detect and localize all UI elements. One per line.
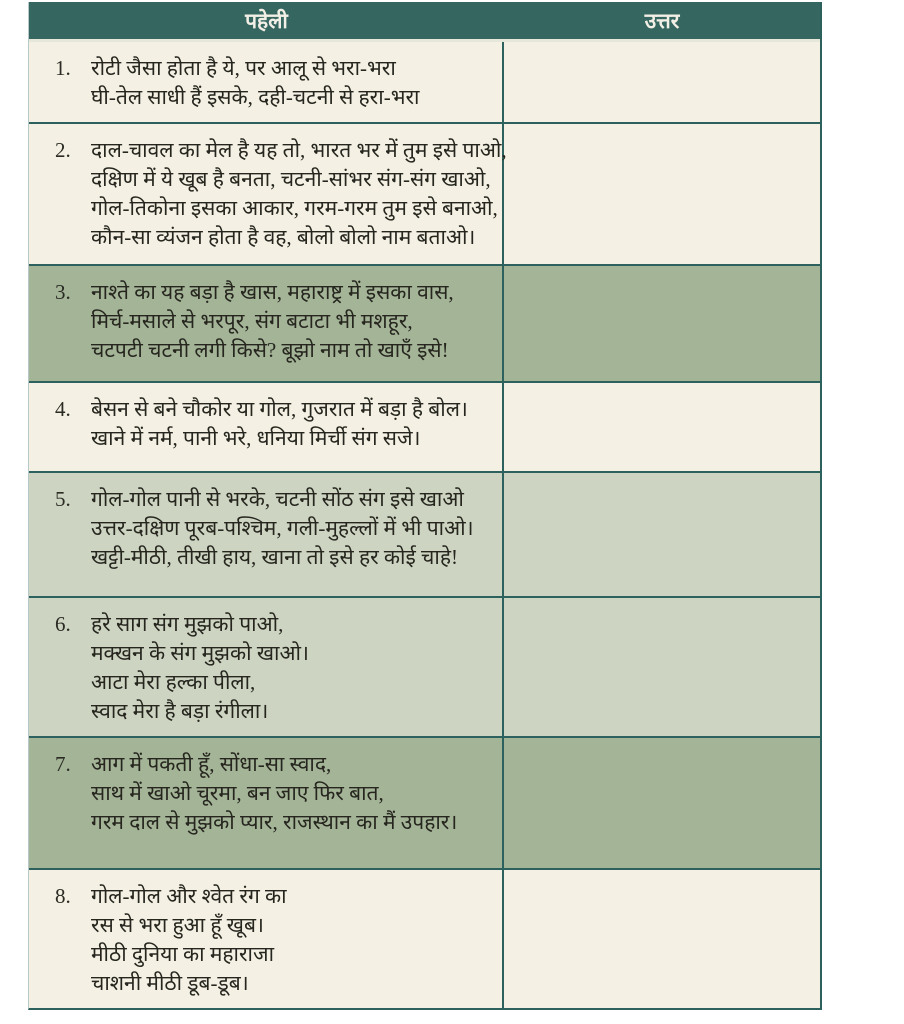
puzzle-line: गोल-तिकोना इसका आकार, गरम-गरम तुम इसे बनाओ, xyxy=(91,196,498,220)
puzzle-text xyxy=(91,485,494,572)
puzzle-line: मिर्च-मसाले से भरपूर, संग बटाटा भी मशहूर, xyxy=(91,309,413,333)
puzzle-text xyxy=(91,395,494,453)
table-row xyxy=(29,736,820,868)
answer-cell xyxy=(504,124,820,264)
puzzle-cell xyxy=(29,598,504,736)
puzzle-line: गोल-गोल और श्वेत रंग का xyxy=(91,884,287,908)
puzzle-text xyxy=(91,882,494,998)
puzzle-line: मीठी दुनिया का महाराजा xyxy=(91,942,275,966)
puzzle-line: बेसन से बने चौकोर या गोल, गुजरात में बड़ा है बोल। xyxy=(91,397,468,421)
answer-cell xyxy=(504,266,820,381)
puzzle-line: दाल-चावल का मेल है यह तो, भारत भर में तुम इसे पाओ, xyxy=(91,138,507,162)
puzzle-cell xyxy=(29,383,504,471)
puzzle-text xyxy=(91,136,507,252)
puzzle-text xyxy=(91,610,494,726)
puzzle-line: आग में पकती हूँ, सोंधा-सा स्वाद, xyxy=(91,752,332,776)
puzzle-line: साथ में खाओ चूरमा, बन जाए फिर बात, xyxy=(91,781,384,805)
table-header-row xyxy=(29,2,820,42)
puzzle-line: उत्तर-दक्षिण पूरब-पश्चिम, गली-मुहल्लों में भी पाओ। xyxy=(91,516,474,540)
puzzle-cell xyxy=(29,473,504,596)
puzzle-cell xyxy=(29,266,504,381)
table-row xyxy=(29,122,820,264)
answer-cell xyxy=(504,473,820,596)
table-row xyxy=(29,868,820,1008)
puzzle-line: हरे साग संग मुझको पाओ, xyxy=(91,612,284,636)
puzzle-line: नाश्ते का यह बड़ा है खास, महाराष्ट्र में इसका वास, xyxy=(91,280,454,304)
puzzle-line: गरम दाल से मुझको प्यार, राजस्थान का मैं उपहार। xyxy=(91,810,458,834)
table-row xyxy=(29,264,820,381)
puzzle-cell xyxy=(29,124,507,264)
puzzle-cell xyxy=(29,42,504,122)
puzzle-line: खाने में नर्म, पानी भरे, धनिया मिर्ची संग सजे। xyxy=(91,426,421,450)
answer-cell xyxy=(504,42,820,122)
row-number: 7. xyxy=(55,752,71,776)
row-number: 6. xyxy=(55,612,71,636)
puzzle-line: दक्षिण में ये खूब है बनता, चटनी-सांभर संग-संग खाओ, xyxy=(91,167,491,191)
riddle-table xyxy=(28,2,822,1010)
header-puzzle: पहेली xyxy=(245,8,288,33)
puzzle-line: रोटी जैसा होता है ये, पर आलू से भरा-भरा xyxy=(91,56,396,80)
puzzle-text xyxy=(91,54,494,112)
puzzle-line: चाशनी मीठी डूब-डूब। xyxy=(91,971,249,995)
answer-cell xyxy=(504,870,820,1008)
puzzle-line: कौन-सा व्यंजन होता है वह, बोलो बोलो नाम बताओ। xyxy=(91,225,476,249)
row-number: 1. xyxy=(55,56,71,80)
puzzle-line: घी-तेल साधी हैं इसके, दही-चटनी से हरा-भरा xyxy=(91,85,420,109)
answer-cell xyxy=(504,598,820,736)
row-number: 4. xyxy=(55,397,71,421)
puzzle-line: स्वाद मेरा है बड़ा रंगीला। xyxy=(91,699,269,723)
puzzle-line: मक्खन के संग मुझको खाओ। xyxy=(91,641,309,665)
table-row xyxy=(29,596,820,736)
puzzle-line: खट्टी-मीठी, तीखी हाय, खाना तो इसे हर कोई चाहे! xyxy=(91,545,458,569)
puzzle-cell xyxy=(29,870,504,1008)
puzzle-line: गोल-गोल पानी से भरके, चटनी सोंठ संग इसे खाओ xyxy=(91,487,464,511)
puzzle-line: आटा मेरा हल्का पीला, xyxy=(91,670,256,694)
puzzle-line: चटपटी चटनी लगी किसे? बूझो नाम तो खाएँ इसे! xyxy=(91,338,449,362)
puzzle-cell xyxy=(29,738,504,868)
row-number: 2. xyxy=(55,138,71,162)
row-number: 3. xyxy=(55,280,71,304)
row-number: 5. xyxy=(55,487,71,511)
table-row xyxy=(29,42,820,122)
puzzle-text xyxy=(91,278,494,365)
table-body xyxy=(29,42,820,1008)
row-number: 8. xyxy=(55,884,71,908)
answer-cell xyxy=(504,383,820,471)
header-answer: उत्तर xyxy=(644,8,680,33)
answer-cell xyxy=(504,738,820,868)
puzzle-text xyxy=(91,750,494,837)
puzzle-line: रस से भरा हुआ हूँ खूब। xyxy=(91,913,264,937)
table-row xyxy=(29,471,820,596)
table-row xyxy=(29,381,820,471)
